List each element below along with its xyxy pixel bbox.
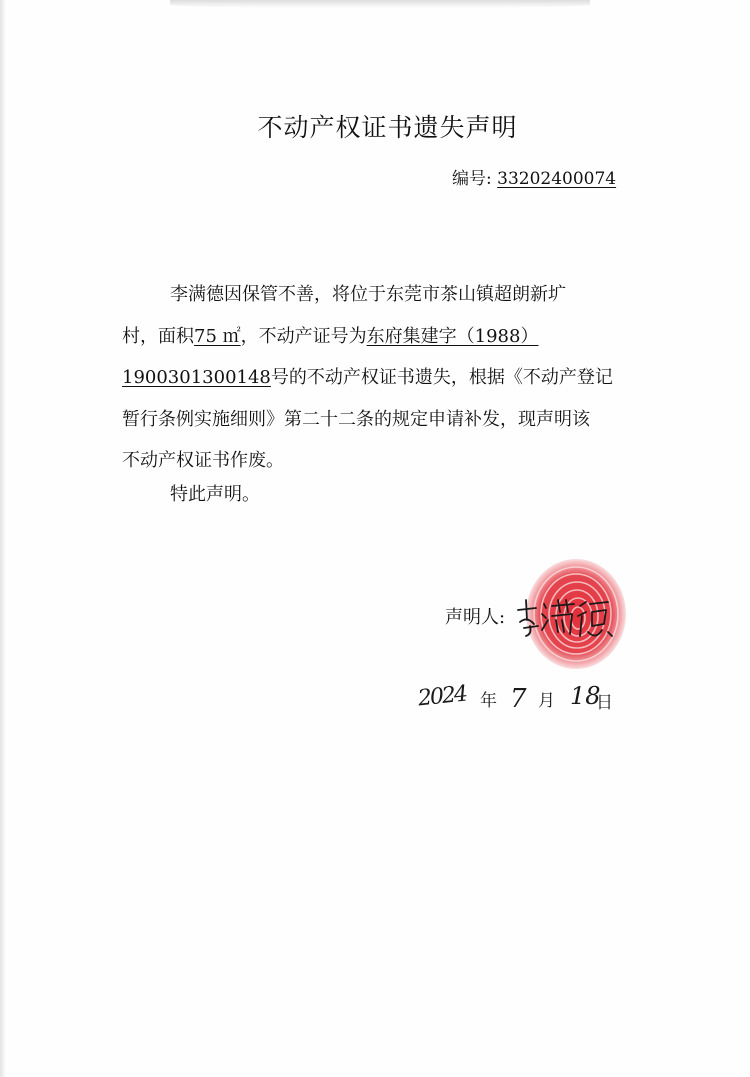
date-month: 7 (510, 684, 527, 714)
body-line-4: 暂行条例实施细则》第二十二条的规定申请补发，现声明该 (122, 408, 590, 430)
date-year-char: 年 (480, 691, 497, 711)
closing-statement: 特此声明。 (170, 484, 260, 505)
certificate-number: 1900301300148 (122, 367, 271, 388)
date-day-char: 日 (596, 693, 613, 713)
body-line-2-start: 村，面积 (122, 325, 194, 347)
scan-edge (0, 0, 6, 1077)
scan-shadow (170, 0, 590, 8)
body-line-5: 不动产权证书作废。 (122, 450, 284, 471)
document-number (452, 164, 616, 189)
body-line-2-mid: ，不动产证号为 (240, 325, 367, 347)
property-area: 75 ㎡ (194, 325, 241, 347)
document-number-value: 33202400074 (497, 169, 617, 189)
declaration-body (122, 274, 662, 482)
body-line-2 (122, 316, 662, 358)
certificate-prefix: 东府集建字（1988） (366, 325, 539, 347)
declarant (445, 603, 505, 629)
declarant-label: 声明人: (445, 607, 506, 628)
date-month-char: 月 (538, 691, 555, 711)
document-title: 不动产权证书遗失声明 (257, 113, 518, 142)
signature-date (418, 676, 618, 726)
body-line-1: 李满德因保管不善，将位于东莞市茶山镇超朗新圹 (170, 284, 566, 305)
date-day: 18 (570, 682, 601, 710)
signature (512, 590, 617, 642)
body-line-3 (122, 357, 662, 399)
body-line-3-rest: 号的不动产权证书遗失，根据《不动产登记 (270, 367, 613, 388)
document-number-label: 编号: (452, 169, 492, 189)
date-year: 2024 (416, 681, 468, 712)
